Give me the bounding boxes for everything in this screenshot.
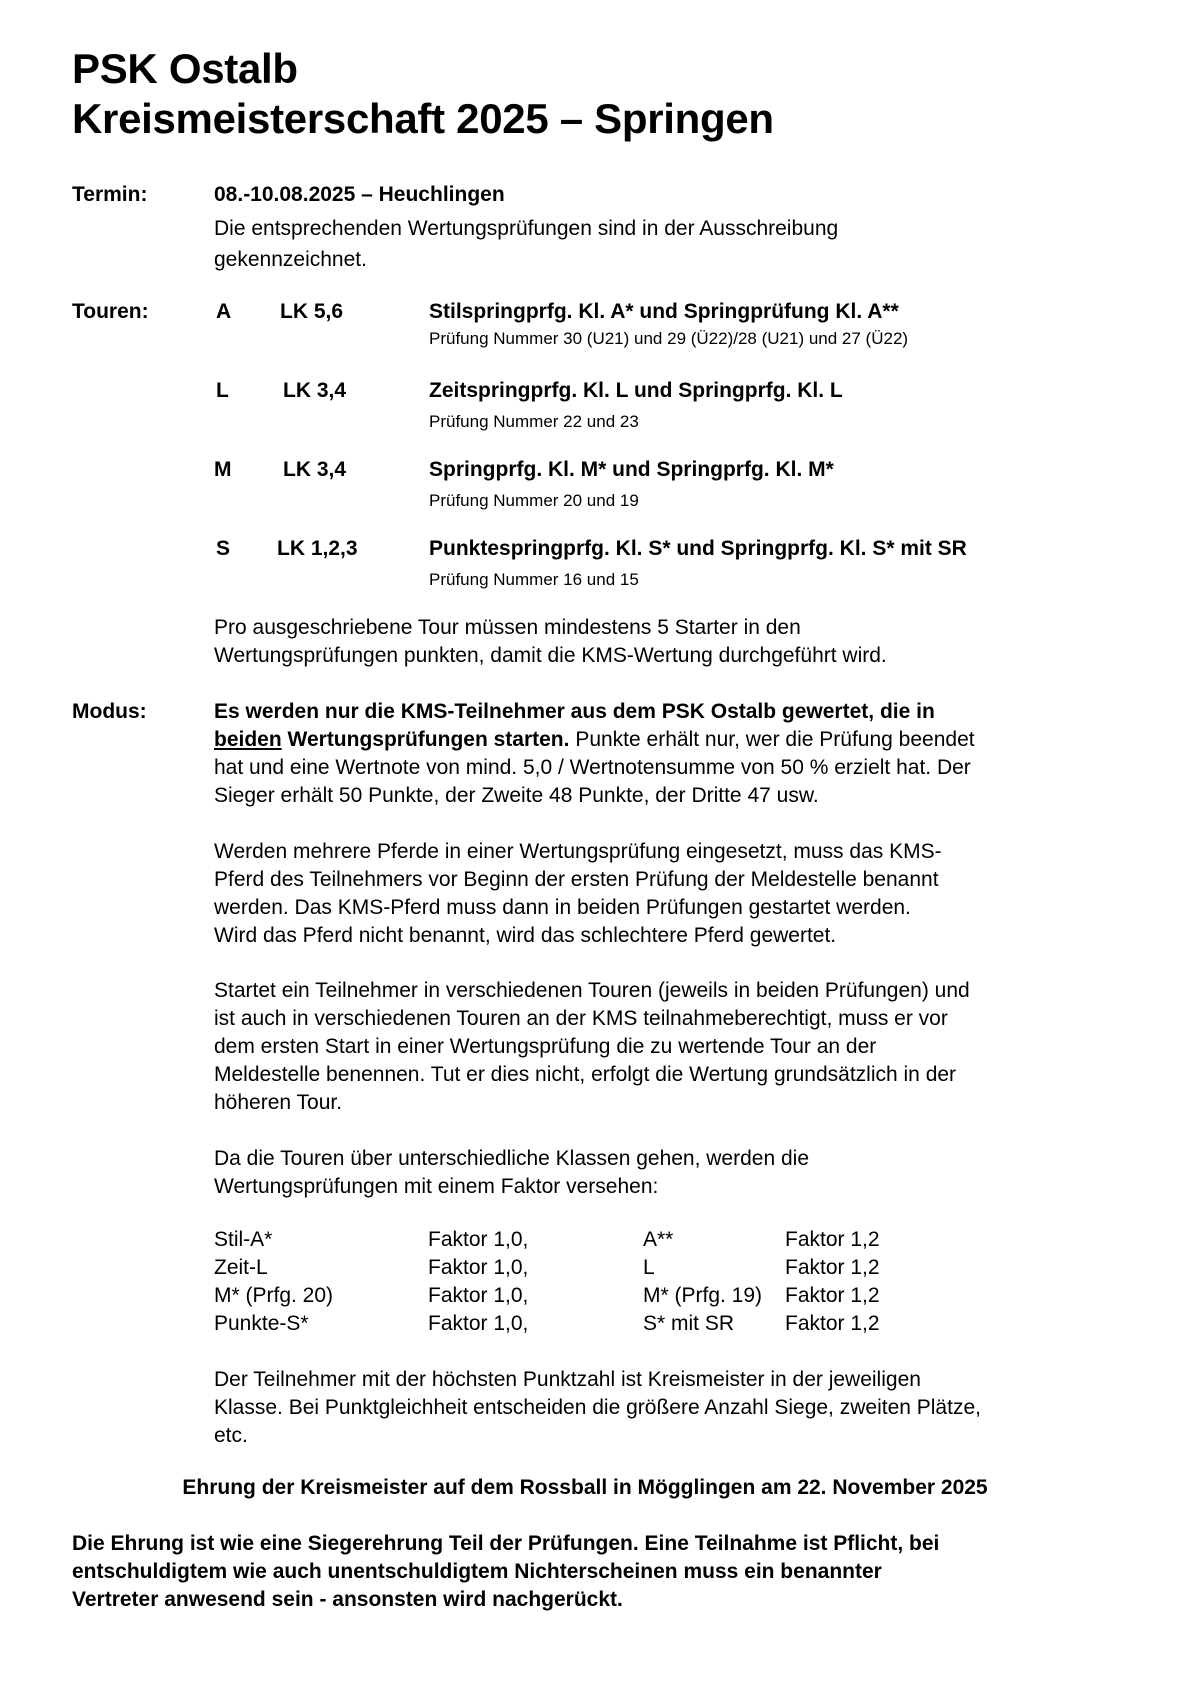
text-line: Werden mehrere Pferde in einer Wertungsprüfung eingesetzt, muss das KMS- [214,840,942,863]
text-line: Klasse. Bei Punktgleichheit entscheiden die größere Anzahl Siege, zweiten Plätze, [214,1396,981,1419]
faktor-value-1: Faktor 1,0, [428,1284,529,1307]
text-line: werden. Das KMS-Pferd muss dann in beiden Prüfungen gestartet werden. [214,896,911,919]
tour-pruefungen: Stilspringprfg. Kl. A* und Springprüfung Kl. A** [429,300,899,323]
faktor-pruefung-1: Stil-A* [214,1228,273,1251]
tour-lk: LK 5,6 [280,300,344,323]
text-line: etc. [214,1424,248,1447]
text-line: entschuldigtem wie auch unentschuldigtem Nichterscheinen muss ein benannter [72,1560,882,1583]
tour-letter: L [216,379,229,402]
tour-letter: A [216,300,232,323]
text-line: Wertungsprüfungen mit einem Faktor versehen: [214,1175,659,1198]
faktor-value-2: Faktor 1,2 [785,1284,880,1307]
faktor-value-1: Faktor 1,0, [428,1256,529,1279]
title-line-2: Kreismeisterschaft 2025 – Springen [72,95,774,142]
modus-paragraph-3 [214,977,1114,1117]
text-line: Vertreter anwesend sein - ansonsten wird nachgerückt. [72,1588,623,1611]
tour-lk: LK 3,4 [283,458,347,481]
text-line: Die Ehrung ist wie eine Siegerehrung Teil der Prüfungen. Eine Teilnahme ist Pflicht, bei [72,1532,940,1555]
modus-p1-bold-line: Es werden nur die KMS-Teilnehmer aus dem PSK Ostalb gewertet, die in [214,700,935,723]
text-line: ist auch in verschiedenen Touren an der KMS teilnahmeberechtigt, muss er vor [214,1007,948,1030]
text-line: Wird das Pferd nicht benannt, wird das schlechtere Pferd gewertet. [214,924,837,947]
modus-paragraph-5 [214,1366,1114,1450]
underlined-word: beiden [214,728,282,751]
bold-text: Wertungsprüfungen starten. [281,728,570,751]
modus-paragraph-4 [214,1145,1114,1201]
text-line: höheren Tour. [214,1091,343,1114]
termin-note-line-2: gekennzeichnet. [214,248,367,271]
modus-paragraph-1 [214,698,1114,810]
tour-pruefungen: Zeitspringprfg. Kl. L und Springprfg. Kl. L [429,379,843,402]
touren-note-line-1: Pro ausgeschriebene Tour müssen mindestens 5 Starter in den [214,616,801,639]
modus-paragraph-2 [214,838,1114,950]
termin-date-place: 08.-10.08.2025 – Heuchlingen [214,183,505,206]
text-line: dem ersten Start in einer Wertungsprüfung die zu wertende Tour an der [214,1035,877,1058]
tour-nummern: Prüfung Nummer 16 und 15 [429,570,639,589]
faktor-pruefung-1: Zeit-L [214,1256,268,1279]
document-title [72,44,774,144]
faktor-value-1: Faktor 1,0, [428,1312,529,1335]
tour-nummern: Prüfung Nummer 22 und 23 [429,412,639,431]
termin-label: Termin: [72,183,148,206]
tour-pruefungen: Punktespringprfg. Kl. S* und Springprfg. Kl. S* mit SR [429,537,967,560]
touren-label: Touren: [72,300,149,323]
tour-lk: LK 3,4 [283,379,347,402]
text-line: Pferd des Teilnehmers vor Beginn der ersten Prüfung der Meldestelle benannt [214,868,939,891]
title-line-1: PSK Ostalb [72,45,298,92]
tour-letter: M [214,458,232,481]
touren-note-line-2: Wertungsprüfungen punkten, damit die KMS-Wertung durchgeführt wird. [214,644,887,667]
faktor-pruefung-1: M* (Prfg. 20) [214,1284,334,1307]
modus-p1-line-3: hat und eine Wertnote von mind. 5,0 / Wertnotensumme von 50 % erzielt hat. Der [214,756,971,779]
text-line: Der Teilnehmer mit der höchsten Punktzahl ist Kreismeister in der jeweiligen [214,1368,921,1391]
ehrung-paragraph [72,1530,939,1614]
faktor-pruefung-2: M* (Prfg. 19) [643,1284,763,1307]
faktor-value-2: Faktor 1,2 [785,1228,880,1251]
text-line: Meldestelle benennen. Tut er dies nicht, erfolgt die Wertung grundsätzlich in der [214,1063,957,1086]
text-line: Da die Touren über unterschiedliche Klassen gehen, werden die [214,1147,810,1170]
faktor-pruefung-2: L [643,1256,655,1279]
plain-text: Punkte erhält nur, wer die Prüfung beendet [569,728,975,751]
text-line: Startet ein Teilnehmer in verschiedenen Touren (jeweils in beiden Prüfungen) und [214,979,970,1002]
modus-p1-line-2 [214,726,1114,754]
faktor-value-2: Faktor 1,2 [785,1312,880,1335]
faktor-value-2: Faktor 1,2 [785,1256,880,1279]
faktor-value-1: Faktor 1,0, [428,1228,529,1251]
tour-letter: S [216,537,231,560]
faktor-pruefung-2: A** [643,1228,674,1251]
tour-pruefungen: Springprfg. Kl. M* und Springprfg. Kl. M* [429,458,834,481]
termin-note-line-1: Die entsprechenden Wertungsprüfungen sind in der Ausschreibung [214,217,839,240]
tour-nummern: Prüfung Nummer 20 und 19 [429,491,639,510]
tour-lk: LK 1,2,3 [277,537,358,560]
ehrung-heading: Ehrung der Kreismeister auf dem Rossball in Mögglingen am 22. November 2025 [182,1476,988,1499]
faktor-pruefung-2: S* mit SR [643,1312,735,1335]
modus-p1-line-4: Sieger erhält 50 Punkte, der Zweite 48 Punkte, der Dritte 47 usw. [214,784,819,807]
faktor-pruefung-1: Punkte-S* [214,1312,309,1335]
tour-nummern: Prüfung Nummer 30 (U21) und 29 (Ü22)/28 (U21) und 27 (Ü22) [429,329,909,348]
modus-label: Modus: [72,700,147,723]
